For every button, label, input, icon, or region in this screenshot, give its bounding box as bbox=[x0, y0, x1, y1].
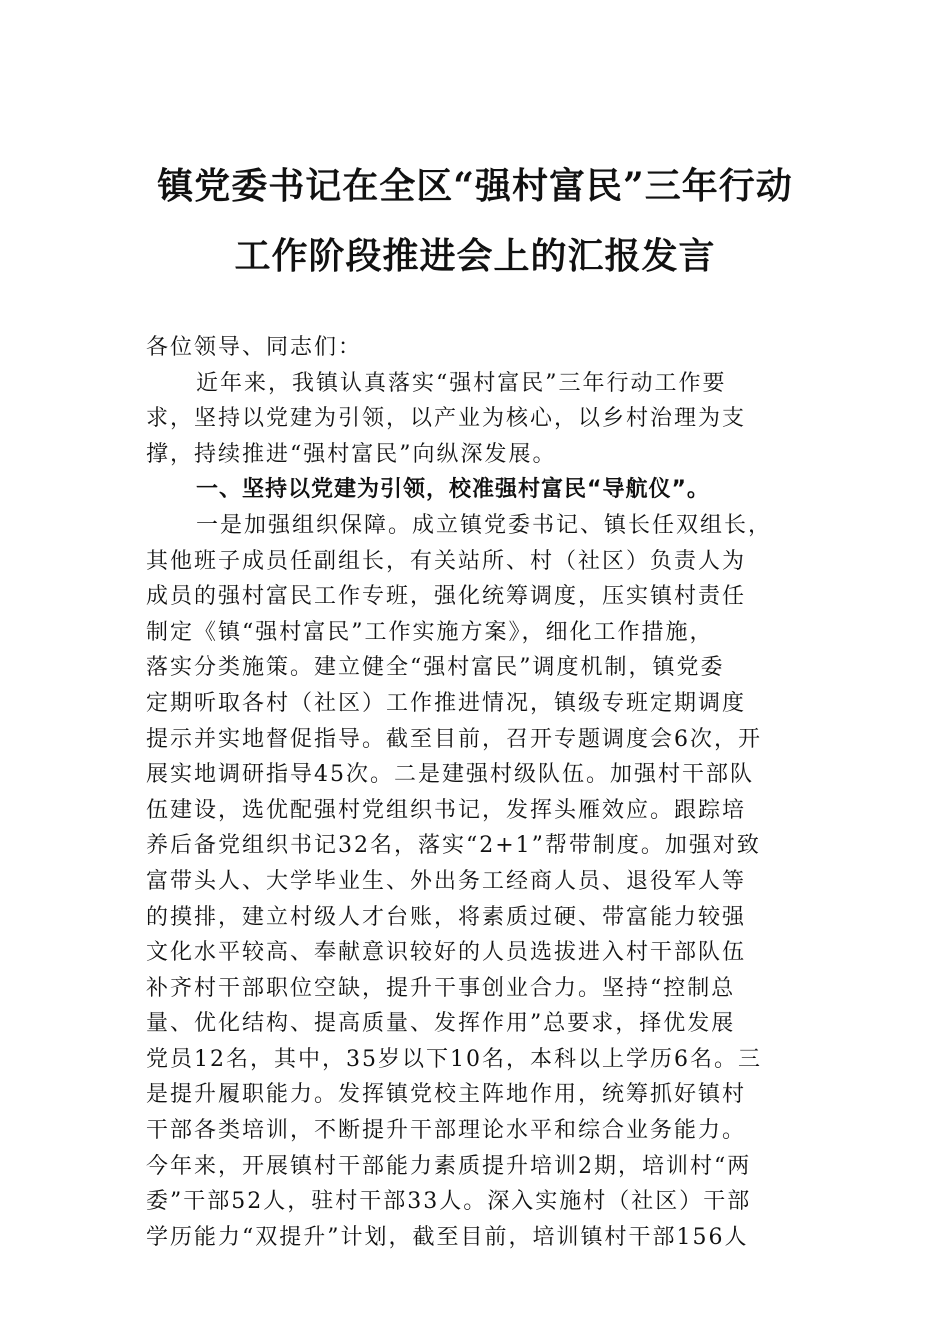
body-line: 伍建设，选优配强村党组织书记，发挥头雁效应。跟踪培 bbox=[146, 797, 747, 823]
intro-line: 撑，持续推进“强村富民”向纵深发展。 bbox=[146, 441, 557, 467]
body-line: 定期听取各村（社区）工作推进情况，镇级专班定期调度 bbox=[146, 690, 747, 716]
body-line: 养后备党组织书记32名，落实“2+1”帮带制度。加强对致 bbox=[146, 833, 761, 859]
intro-line: 近年来，我镇认真落实“强村富民”三年行动工作要 bbox=[196, 370, 727, 396]
body-line: 文化水平较高、奉献意识较好的人员选拔进入村干部队伍 bbox=[146, 940, 747, 966]
intro-line: 求，坚持以党建为引领，以产业为核心，以乡村治理为支 bbox=[146, 406, 747, 432]
document-title-line-2: 工作阶段推进会上的汇报发言 bbox=[234, 235, 716, 277]
body-line: 富带头人、大学毕业生、外出务工经商人员、退役军人等 bbox=[146, 868, 747, 894]
body-line: 成员的强村富民工作专班，强化统筹调度，压实镇村责任 bbox=[146, 584, 747, 610]
salutation: 各位领导、同志们： bbox=[146, 335, 363, 360]
body-line: 今年来，开展镇村干部能力素质提升培训2期，培训村“两 bbox=[146, 1153, 752, 1179]
section-heading: 一、坚持以党建为引领，校准强村富民“导航仪”。 bbox=[196, 477, 710, 503]
body-line: 委”干部52人，驻村干部33人。深入实施村（社区）干部 bbox=[146, 1189, 752, 1215]
body-line: 制定《镇“强村富民”工作实施方案》，细化工作措施， bbox=[146, 619, 714, 645]
body-line: 党员12名，其中，35岁以下10名，本科以上学历6名。三 bbox=[146, 1046, 762, 1072]
body-line: 提示并实地督促指导。截至目前，召开专题调度会6次，开 bbox=[146, 726, 762, 752]
body-line: 补齐村干部职位空缺，提升干事创业合力。坚持“控制总 bbox=[146, 975, 736, 1001]
body-line: 干部各类培训，不断提升干部理论水平和综合业务能力。 bbox=[146, 1118, 747, 1144]
body-line: 其他班子成员任副组长，有关站所、村（社区）负责人为 bbox=[146, 548, 747, 574]
document-body bbox=[146, 330, 808, 1255]
body-line: 量、优化结构、提高质量、发挥作用”总要求，择优发展 bbox=[146, 1011, 736, 1037]
body-line: 一是加强组织保障。成立镇党委书记、镇长任双组长， bbox=[196, 512, 773, 538]
document-title-line-1: 镇党委书记在全区“强村富民”三年行动 bbox=[157, 165, 793, 207]
body-line: 的摸排，建立村级人才台账，将素质过硬、带富能力较强 bbox=[146, 904, 747, 930]
body-line: 是提升履职能力。发挥镇党校主阵地作用，统筹抓好镇村 bbox=[146, 1082, 747, 1108]
body-line: 学历能力“双提升”计划，截至目前，培训镇村干部156人 bbox=[146, 1224, 749, 1250]
body-line: 展实地调研指导45次。二是建强村级队伍。加强村干部队 bbox=[146, 762, 754, 788]
body-line: 落实分类施策。建立健全“强村富民”调度机制，镇党委 bbox=[146, 655, 725, 681]
